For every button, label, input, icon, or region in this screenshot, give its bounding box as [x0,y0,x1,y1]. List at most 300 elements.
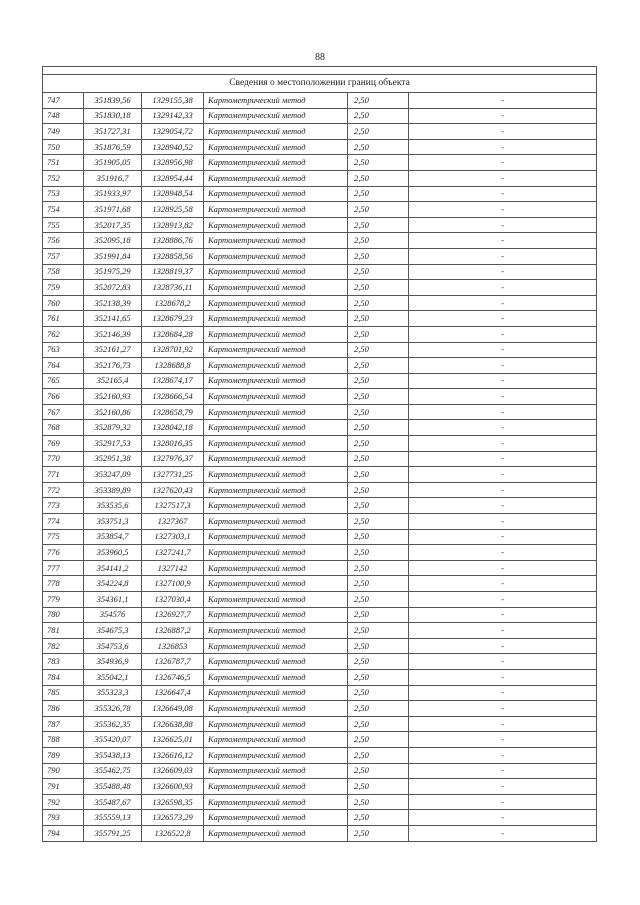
y-coordinate-cell: 1326647,4 [142,685,204,701]
table-row [43,732,597,748]
y-coordinate-cell: 1327976,37 [142,451,204,467]
method-cell: Картометрический метод [204,358,348,374]
y-coordinate-cell: 1328940,52 [142,139,204,155]
description-cell: - [409,514,597,530]
x-coordinate-cell: 352138,39 [84,295,142,311]
point-number-cell: 777 [43,560,84,576]
point-number-cell: 787 [43,716,84,732]
table-row [43,716,597,732]
method-cell: Картометрический метод [204,623,348,639]
x-coordinate-cell: 352160,86 [84,404,142,420]
table-row [43,638,597,654]
table-row [43,389,597,405]
table-row [43,311,597,327]
point-number-cell: 792 [43,794,84,810]
point-number-cell: 773 [43,498,84,514]
y-coordinate-cell: 1328948,54 [142,186,204,202]
x-coordinate-cell: 354936,9 [84,654,142,670]
method-cell: Картометрический метод [204,233,348,249]
table-row [43,467,597,483]
method-cell: Картометрический метод [204,592,348,608]
method-cell: Картометрический метод [204,576,348,592]
y-coordinate-cell: 1326649,08 [142,701,204,717]
x-coordinate-cell: 354224,8 [84,576,142,592]
y-coordinate-cell: 1328954,44 [142,170,204,186]
y-coordinate-cell: 1327367 [142,514,204,530]
method-cell: Картометрический метод [204,155,348,171]
accuracy-cell: 2,50 [348,186,409,202]
accuracy-cell: 2,50 [348,311,409,327]
x-coordinate-cell: 353751,3 [84,514,142,530]
x-coordinate-cell: 352951,38 [84,451,142,467]
y-coordinate-cell: 1329155,38 [142,93,204,109]
description-cell: - [409,545,597,561]
y-coordinate-cell: 1327303,1 [142,529,204,545]
method-cell: Картометрический метод [204,467,348,483]
accuracy-cell: 2,50 [348,654,409,670]
y-coordinate-cell: 1328666,54 [142,389,204,405]
table-row [43,342,597,358]
point-number-cell: 751 [43,155,84,171]
table-row [43,451,597,467]
accuracy-cell: 2,50 [348,825,409,841]
accuracy-cell: 2,50 [348,529,409,545]
description-cell: - [409,732,597,748]
point-number-cell: 766 [43,389,84,405]
method-cell: Картометрический метод [204,560,348,576]
description-cell: - [409,420,597,436]
y-coordinate-cell: 1328658,79 [142,404,204,420]
accuracy-cell: 2,50 [348,342,409,358]
method-cell: Картометрический метод [204,326,348,342]
point-number-cell: 753 [43,186,84,202]
y-coordinate-cell: 1326638,88 [142,716,204,732]
method-cell: Картометрический метод [204,108,348,124]
description-cell: - [409,108,597,124]
table-row [43,498,597,514]
table-row [43,248,597,264]
point-number-cell: 772 [43,482,84,498]
y-coordinate-cell: 1328674,17 [142,373,204,389]
x-coordinate-cell: 351933,97 [84,186,142,202]
table-row [43,373,597,389]
method-cell: Картометрический метод [204,139,348,155]
description-cell: - [409,233,597,249]
method-cell: Картометрический метод [204,295,348,311]
description-cell: - [409,248,597,264]
accuracy-cell: 2,50 [348,482,409,498]
table-row [43,139,597,155]
accuracy-cell: 2,50 [348,389,409,405]
description-cell: - [409,311,597,327]
y-coordinate-cell: 1328819,37 [142,264,204,280]
description-cell: - [409,482,597,498]
description-cell: - [409,202,597,218]
table-row [43,124,597,140]
table-row [43,747,597,763]
point-number-cell: 762 [43,326,84,342]
y-coordinate-cell: 1326746,5 [142,669,204,685]
point-number-cell: 757 [43,248,84,264]
method-cell: Картометрический метод [204,685,348,701]
accuracy-cell: 2,50 [348,607,409,623]
accuracy-cell: 2,50 [348,638,409,654]
accuracy-cell: 2,50 [348,202,409,218]
accuracy-cell: 2,50 [348,779,409,795]
accuracy-cell: 2,50 [348,669,409,685]
x-coordinate-cell: 351991,84 [84,248,142,264]
description-cell: - [409,326,597,342]
y-coordinate-cell: 1328678,2 [142,295,204,311]
description-cell: - [409,186,597,202]
x-coordinate-cell: 354361,1 [84,592,142,608]
accuracy-cell: 2,50 [348,436,409,452]
method-cell: Картометрический метод [204,202,348,218]
y-coordinate-cell: 1328688,8 [142,358,204,374]
accuracy-cell: 2,50 [348,108,409,124]
description-cell: - [409,592,597,608]
accuracy-cell: 2,50 [348,248,409,264]
table-row [43,560,597,576]
y-coordinate-cell: 1328886,76 [142,233,204,249]
description-cell: - [409,825,597,841]
accuracy-cell: 2,50 [348,560,409,576]
point-number-cell: 747 [43,93,84,109]
x-coordinate-cell: 355362,35 [84,716,142,732]
table-row [43,170,597,186]
accuracy-cell: 2,50 [348,732,409,748]
method-cell: Картометрический метод [204,529,348,545]
table-row [43,623,597,639]
y-coordinate-cell: 1326609,03 [142,763,204,779]
x-coordinate-cell: 351830,18 [84,108,142,124]
x-coordinate-cell: 353854,7 [84,529,142,545]
table-row [43,264,597,280]
point-number-cell: 769 [43,436,84,452]
description-cell: - [409,170,597,186]
x-coordinate-cell: 355488,48 [84,779,142,795]
table-row [43,108,597,124]
point-number-cell: 749 [43,124,84,140]
x-coordinate-cell: 352160,93 [84,389,142,405]
point-number-cell: 760 [43,295,84,311]
accuracy-cell: 2,50 [348,467,409,483]
x-coordinate-cell: 351839,56 [84,93,142,109]
point-number-cell: 794 [43,825,84,841]
description-cell: - [409,358,597,374]
method-cell: Картометрический метод [204,264,348,280]
description-cell: - [409,404,597,420]
method-cell: Картометрический метод [204,280,348,296]
y-coordinate-cell: 1329142,33 [142,108,204,124]
point-number-cell: 783 [43,654,84,670]
table-row [43,794,597,810]
x-coordinate-cell: 352095,18 [84,233,142,249]
y-coordinate-cell: 1328016,35 [142,436,204,452]
point-number-cell: 763 [43,342,84,358]
point-number-cell: 791 [43,779,84,795]
description-cell: - [409,607,597,623]
table-row [43,592,597,608]
x-coordinate-cell: 352146,39 [84,326,142,342]
point-number-cell: 758 [43,264,84,280]
table-row [43,326,597,342]
method-cell: Картометрический метод [204,482,348,498]
accuracy-cell: 2,50 [348,404,409,420]
method-cell: Картометрический метод [204,810,348,826]
accuracy-cell: 2,50 [348,514,409,530]
point-number-cell: 790 [43,763,84,779]
point-number-cell: 786 [43,701,84,717]
x-coordinate-cell: 355420,07 [84,732,142,748]
method-cell: Картометрический метод [204,217,348,233]
description-cell: - [409,779,597,795]
table-row [43,514,597,530]
table-row [43,233,597,249]
x-coordinate-cell: 355559,13 [84,810,142,826]
table-row [43,420,597,436]
table-row [43,779,597,795]
point-number-cell: 793 [43,810,84,826]
description-cell: - [409,451,597,467]
table-row [43,685,597,701]
description-cell: - [409,139,597,155]
method-cell: Картометрический метод [204,514,348,530]
accuracy-cell: 2,50 [348,810,409,826]
description-cell: - [409,498,597,514]
table-row [43,404,597,420]
x-coordinate-cell: 352879,32 [84,420,142,436]
method-cell: Картометрический метод [204,436,348,452]
table-row [43,654,597,670]
method-cell: Картометрический метод [204,186,348,202]
table-row [43,436,597,452]
method-cell: Картометрический метод [204,389,348,405]
accuracy-cell: 2,50 [348,716,409,732]
x-coordinate-cell: 352917,53 [84,436,142,452]
point-number-cell: 789 [43,747,84,763]
table-row [43,280,597,296]
accuracy-cell: 2,50 [348,373,409,389]
method-cell: Картометрический метод [204,638,348,654]
method-cell: Картометрический метод [204,732,348,748]
accuracy-cell: 2,50 [348,451,409,467]
x-coordinate-cell: 352176,73 [84,358,142,374]
y-coordinate-cell: 1327241,7 [142,545,204,561]
method-cell: Картометрический метод [204,701,348,717]
description-cell: - [409,638,597,654]
description-cell: - [409,467,597,483]
method-cell: Картометрический метод [204,124,348,140]
accuracy-cell: 2,50 [348,217,409,233]
accuracy-cell: 2,50 [348,93,409,109]
accuracy-cell: 2,50 [348,124,409,140]
table-row [43,93,597,109]
x-coordinate-cell: 355462,75 [84,763,142,779]
accuracy-cell: 2,50 [348,701,409,717]
y-coordinate-cell: 1328858,56 [142,248,204,264]
accuracy-cell: 2,50 [348,685,409,701]
description-cell: - [409,529,597,545]
description-cell: - [409,794,597,810]
method-cell: Картометрический метод [204,373,348,389]
method-cell: Картометрический метод [204,607,348,623]
table-row [43,607,597,623]
point-number-cell: 780 [43,607,84,623]
x-coordinate-cell: 355487,67 [84,794,142,810]
table-row [43,701,597,717]
description-cell: - [409,560,597,576]
accuracy-cell: 2,50 [348,280,409,296]
accuracy-cell: 2,50 [348,576,409,592]
y-coordinate-cell: 1329054,72 [142,124,204,140]
point-number-cell: 755 [43,217,84,233]
y-coordinate-cell: 1326522,8 [142,825,204,841]
y-coordinate-cell: 1327142 [142,560,204,576]
point-number-cell: 767 [43,404,84,420]
point-number-cell: 774 [43,514,84,530]
y-coordinate-cell: 1328913,82 [142,217,204,233]
point-number-cell: 750 [43,139,84,155]
x-coordinate-cell: 354753,6 [84,638,142,654]
point-number-cell: 764 [43,358,84,374]
point-number-cell: 770 [43,451,84,467]
y-coordinate-cell: 1326598,35 [142,794,204,810]
x-coordinate-cell: 354141,2 [84,560,142,576]
x-coordinate-cell: 354576 [84,607,142,623]
x-coordinate-cell: 352165,4 [84,373,142,389]
point-number-cell: 781 [43,623,84,639]
accuracy-cell: 2,50 [348,545,409,561]
description-cell: - [409,654,597,670]
description-cell: - [409,342,597,358]
description-cell: - [409,264,597,280]
accuracy-cell: 2,50 [348,170,409,186]
accuracy-cell: 2,50 [348,623,409,639]
x-coordinate-cell: 351975,29 [84,264,142,280]
description-cell: - [409,295,597,311]
table-title: Сведения о местоположении границ объекта [43,75,597,93]
x-coordinate-cell: 353389,89 [84,482,142,498]
accuracy-cell: 2,50 [348,155,409,171]
x-coordinate-cell: 352072,83 [84,280,142,296]
point-number-cell: 771 [43,467,84,483]
method-cell: Картометрический метод [204,763,348,779]
x-coordinate-cell: 351727,31 [84,124,142,140]
accuracy-cell: 2,50 [348,498,409,514]
y-coordinate-cell: 1328925,58 [142,202,204,218]
description-cell: - [409,685,597,701]
x-coordinate-cell: 353535,6 [84,498,142,514]
description-cell: - [409,810,597,826]
description-cell: - [409,436,597,452]
description-cell: - [409,576,597,592]
table-row [43,155,597,171]
point-number-cell: 785 [43,685,84,701]
description-cell: - [409,389,597,405]
x-coordinate-cell: 355323,3 [84,685,142,701]
description-cell: - [409,669,597,685]
description-cell: - [409,373,597,389]
point-number-cell: 775 [43,529,84,545]
method-cell: Картометрический метод [204,498,348,514]
table-row [43,810,597,826]
description-cell: - [409,124,597,140]
y-coordinate-cell: 1328684,28 [142,326,204,342]
x-coordinate-cell: 352141,65 [84,311,142,327]
accuracy-cell: 2,50 [348,763,409,779]
method-cell: Картометрический метод [204,420,348,436]
table-row [43,202,597,218]
description-cell: - [409,155,597,171]
x-coordinate-cell: 352017,35 [84,217,142,233]
y-coordinate-cell: 1327030,4 [142,592,204,608]
method-cell: Картометрический метод [204,404,348,420]
x-coordinate-cell: 355326,78 [84,701,142,717]
y-coordinate-cell: 1327731,25 [142,467,204,483]
accuracy-cell: 2,50 [348,233,409,249]
page-number: 88 [315,52,325,63]
description-cell: - [409,217,597,233]
y-coordinate-cell: 1327620,43 [142,482,204,498]
point-number-cell: 768 [43,420,84,436]
y-coordinate-cell: 1328679,23 [142,311,204,327]
x-coordinate-cell: 352161,27 [84,342,142,358]
x-coordinate-cell: 351876,59 [84,139,142,155]
description-cell: - [409,280,597,296]
accuracy-cell: 2,50 [348,139,409,155]
y-coordinate-cell: 1326616,12 [142,747,204,763]
point-number-cell: 756 [43,233,84,249]
point-number-cell: 778 [43,576,84,592]
method-cell: Картометрический метод [204,342,348,358]
accuracy-cell: 2,50 [348,358,409,374]
description-cell: - [409,763,597,779]
table-row [43,217,597,233]
description-cell: - [409,93,597,109]
description-cell: - [409,747,597,763]
point-number-cell: 761 [43,311,84,327]
x-coordinate-cell: 351916,7 [84,170,142,186]
x-coordinate-cell: 355042,1 [84,669,142,685]
y-coordinate-cell: 1328956,98 [142,155,204,171]
accuracy-cell: 2,50 [348,420,409,436]
method-cell: Картометрический метод [204,669,348,685]
point-number-cell: 754 [43,202,84,218]
accuracy-cell: 2,50 [348,264,409,280]
point-number-cell: 784 [43,669,84,685]
y-coordinate-cell: 1326787,7 [142,654,204,670]
y-coordinate-cell: 1326600,93 [142,779,204,795]
x-coordinate-cell: 351905,05 [84,155,142,171]
point-number-cell: 748 [43,108,84,124]
method-cell: Картометрический метод [204,248,348,264]
y-coordinate-cell: 1327517,3 [142,498,204,514]
description-cell: - [409,701,597,717]
y-coordinate-cell: 1328042,18 [142,420,204,436]
y-coordinate-cell: 1326625,01 [142,732,204,748]
table-row [43,358,597,374]
table-row [43,576,597,592]
y-coordinate-cell: 1326573,29 [142,810,204,826]
point-number-cell: 759 [43,280,84,296]
y-coordinate-cell: 1328701,92 [142,342,204,358]
table-row [43,529,597,545]
point-number-cell: 776 [43,545,84,561]
description-cell: - [409,716,597,732]
accuracy-cell: 2,50 [348,794,409,810]
y-coordinate-cell: 1327100,9 [142,576,204,592]
